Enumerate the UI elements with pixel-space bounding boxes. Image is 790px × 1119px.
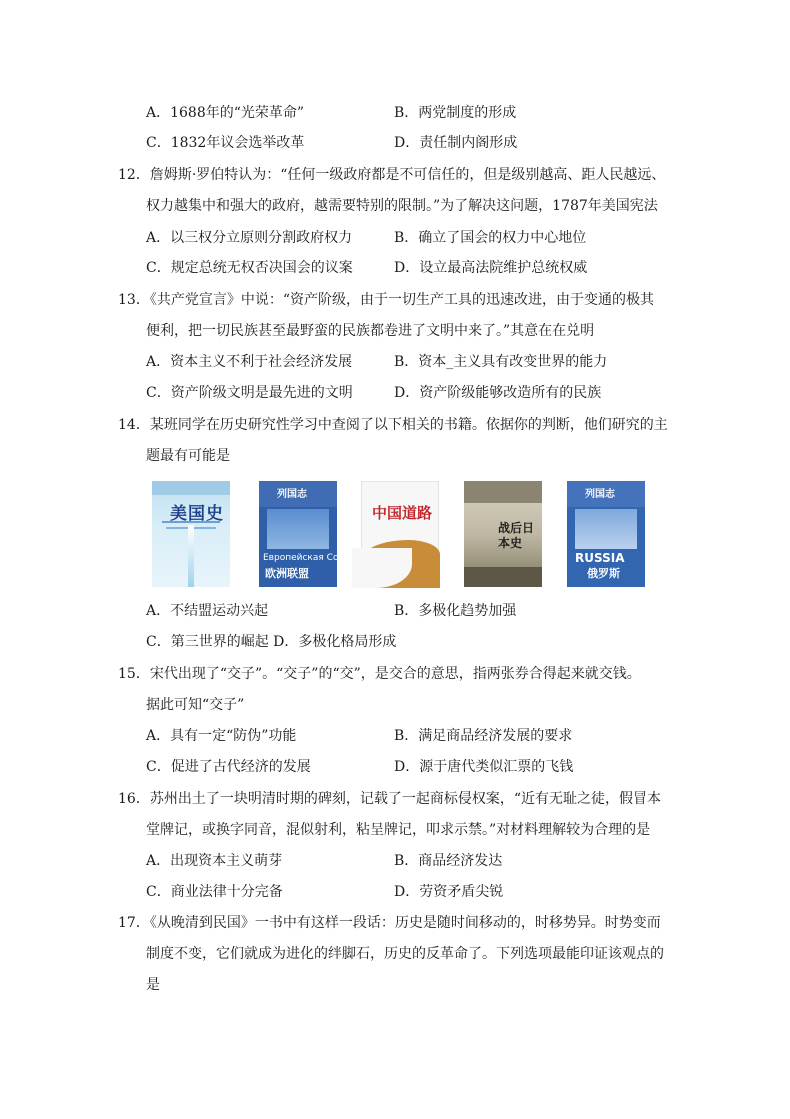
- q13-option-d[interactable]: D．资产阶级能够改造所有的民族: [394, 385, 602, 401]
- q14-stem-line1: 14．某班同学在历史研究性学习中查阅了以下相关的书籍。依据你的判断，他们研究的主: [118, 417, 668, 433]
- q14-option-a[interactable]: A．不结盟运动兴起: [146, 603, 269, 619]
- q15-option-d[interactable]: D．源于唐代类似汇票的飞钱: [394, 759, 574, 775]
- book-series-logo: 列国志: [277, 489, 307, 500]
- q12-option-d[interactable]: D．设立最高法院维护总统权威: [394, 260, 588, 276]
- q16-option-c[interactable]: C．商业法律十分完备: [146, 884, 283, 900]
- q12-stem-line1: 12．詹姆斯·罗伯特认为：“任何一级政府都是不可信任的，但是级别越高、距人民越远、: [118, 167, 666, 183]
- q13-stem-line1: 13．《共产党宣言》中说：“资产阶级，由于一切生产工具的迅速改进，由于变通的极其: [118, 292, 654, 308]
- q12-stem-line2: 权力越集中和强大的政府，越需要特别的限制。”为了解决这问题，1787年美国宪法: [146, 198, 658, 214]
- book-title-jp: 战后日本史: [498, 521, 535, 550]
- q16-option-a[interactable]: A．出现资本主义萌芽: [146, 853, 283, 869]
- q16-stem-line1: 16．苏州出土了一块明清时期的碑刻，记载了一起商标侵权案，“近有无耻之徒，假冒本: [118, 791, 661, 807]
- q17-stem-line1: 17．《从晚清到民国》一书中有这样一段话：历史是随时间移动的，时移势异。时势变而: [118, 915, 661, 931]
- q11-option-a[interactable]: A．1688年的“光荣革命”: [146, 105, 305, 121]
- book-title-eu: 欧洲联盟: [265, 567, 309, 580]
- book-cover-china-road: [361, 481, 439, 587]
- q15-option-b[interactable]: B．满足商品经济发展的要求: [394, 728, 573, 744]
- book-cover-postwar-japan: [464, 481, 542, 587]
- q16-option-b[interactable]: B．商品经济发达: [394, 853, 503, 869]
- q11-option-d[interactable]: D．责任制内阁形成: [394, 135, 518, 151]
- book-cover-european-union: [259, 481, 351, 587]
- q12-option-a[interactable]: A．以三权分立原则分割政府权力: [146, 230, 353, 246]
- book-subtitle-eu: Европейская Союз: [263, 553, 351, 563]
- q13-option-a[interactable]: A．资本主义不利于社会经济发展: [146, 354, 353, 370]
- book-cover-us-history: [152, 481, 230, 587]
- q15-stem-line1: 15．宋代出现了“交子”。“交子”的“交”，是交合的意思，指两张券合得起来就交钱。: [118, 666, 641, 682]
- q11-option-b[interactable]: B．两党制度的形成: [394, 105, 517, 121]
- q14-option-cd[interactable]: C．第三世界的崛起 D．多极化格局形成: [146, 634, 397, 650]
- q16-option-d[interactable]: D．劳资矛盾尖锐: [394, 884, 504, 900]
- q15-option-a[interactable]: A．具有一定“防伪”功能: [146, 728, 297, 744]
- book-title-cn: 中国道路: [372, 504, 433, 522]
- q12-option-b[interactable]: B．确立了国会的权力中心地位: [394, 230, 587, 246]
- q14-option-b[interactable]: B．多极化趋势加强: [394, 603, 517, 619]
- q13-stem-line2: 便利，把一切民族甚至最野蛮的民族都卷进了文明中来了。”其意在在兑明: [146, 323, 595, 339]
- q12-option-c[interactable]: C．规定总统无权否决国会的议案: [146, 260, 353, 276]
- book-title-us: 美国史: [170, 504, 224, 524]
- q17-stem-line3: 是: [146, 977, 160, 993]
- q13-option-b[interactable]: B．资本_主义具有改变世界的能力: [394, 354, 608, 370]
- book-cover-russia: [567, 481, 645, 587]
- book-title-ru: 俄罗斯: [587, 567, 620, 580]
- q16-stem-line2: 堂牌记，或换字同音，混似射利，粘呈牌记，叩求示禁。”对材料理解较为合理的是: [146, 822, 651, 838]
- q13-option-c[interactable]: C．资产阶级文明是最先进的文明: [146, 385, 353, 401]
- q14-stem-line2: 题最有可能是: [146, 448, 230, 464]
- book-series-logo: 列国志: [585, 489, 615, 500]
- q11-option-c[interactable]: C．1832年议会选举改革: [146, 135, 305, 151]
- q15-option-c[interactable]: C．促进了古代经济的发展: [146, 759, 311, 775]
- q15-stem-line2: 据此可知“交子”: [146, 697, 245, 713]
- q17-stem-line2: 制度不变，它们就成为进化的绊脚石，历史的反革命了。下列选项最能印证该观点的: [146, 946, 664, 962]
- book-subtitle-ru: RUSSIA: [575, 551, 625, 565]
